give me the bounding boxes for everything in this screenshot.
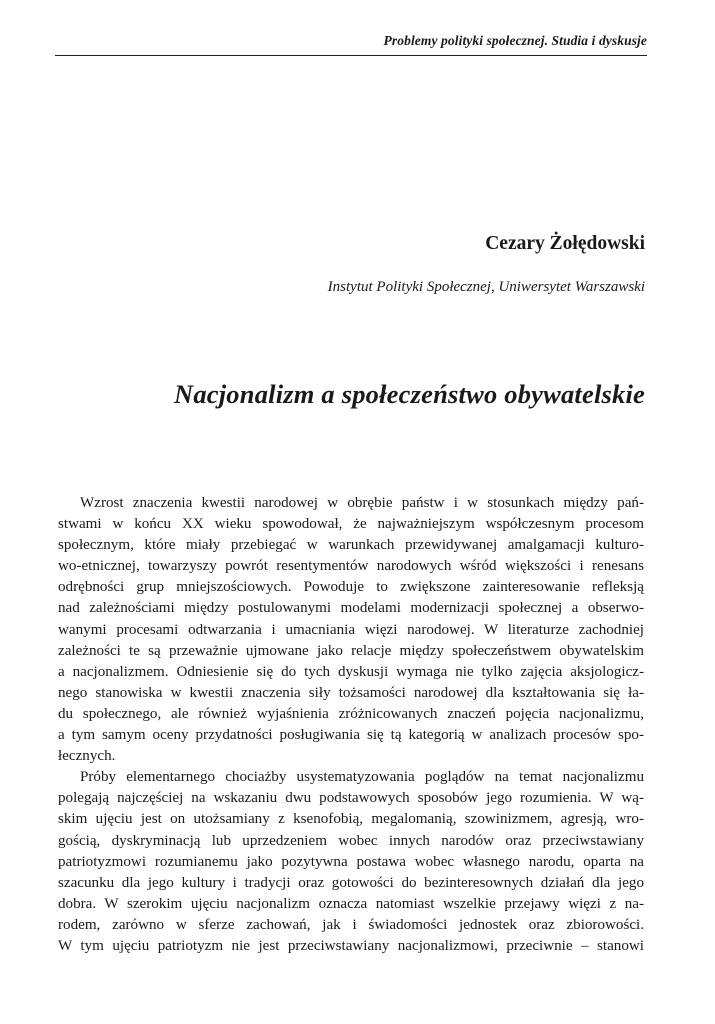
body-line: nad zależnościami między postulowanymi modelami modernizacji społecznej a obserwo- [58, 600, 644, 617]
body-line: wanymi procesami odtwarzania i umacniania więzi narodowej. W literaturze zachodniej [58, 621, 644, 638]
body-line: rodem, zarówno w sferze zachowań, jak i świadomości jednostek oraz zbiorowości. [58, 916, 644, 933]
body-line: gością, dyskryminacją lub uprzedzeniem wobec innych narodów oraz przeciwstawiany [58, 832, 644, 849]
body-line: polegają najczęściej na wskazaniu dwu podstawowych sposobów jego rozumienia. W wą- [58, 790, 644, 807]
body-line: odrębności grup mniejszościowych. Powoduje to zwiększone zainteresowanie refleksją [58, 579, 644, 596]
article-body [58, 493, 644, 957]
body-line: dobra. W szerokim ujęciu nacjonalizm oznacza natomiast wszelkie przejawy więzi z na- [58, 895, 644, 912]
author-affiliation: Instytut Polityki Społecznej, Uniwersytet Warszawski [327, 279, 645, 295]
body-line: szacunku dla jego kultury i tradycji oraz gotowości do bezinteresownych działań dla jego [58, 874, 644, 891]
body-line: Wzrost znaczenia kwestii narodowej w obrębie państw i w stosunkach między pań- [80, 495, 644, 511]
body-line: W tym ujęciu patriotyzm nie jest przeciwstawiany nacjonalizmowi, przeciwnie – stanowi [58, 937, 644, 954]
article-title: Nacjonalizm a społeczeństwo obywatelskie [174, 379, 645, 409]
body-line: wo-etnicznej, towarzyszy powrót resentymentów narodowych wśród większości i renesans [58, 558, 644, 575]
body-line: Próby elementarnego chociażby usystematyzowania poglądów na temat nacjonalizmu [80, 769, 644, 786]
header-rule [55, 55, 647, 56]
body-line: łecznych. [58, 748, 116, 765]
body-line: skim ujęciu jest on utożsamiany z ksenofobią, megalomanią, szowinizmem, agresją, wro- [58, 811, 644, 828]
body-line: zależności te są przeważnie ujmowane jako relacje między społeczeństwem obywatelskim [58, 642, 644, 659]
running-head: Problemy polityki społecznej. Studia i dyskusje [383, 33, 647, 48]
body-line: patriotyzmowi rozumianemu jako pozytywna postawa wobec własnego narodu, oparta na [58, 853, 644, 870]
body-line: społecznym, które miały przebiegać w warunkach przewidywanej amalgamacji kulturo- [58, 537, 644, 554]
body-line: a nacjonalizmem. Odniesienie się do tych dyskusji wymaga nie tylko zajęcia aksjologicz- [58, 663, 644, 680]
author-name: Cezary Żołędowski [485, 233, 645, 254]
body-line: du społecznego, ale również wyjaśnienia zróżnicowanych znaczeń pojęcia nacjonalizmu, [58, 705, 644, 722]
body-line: nego stanowiska w kwestii znaczenia siły tożsamości narodowej dla kształtowania się ła- [58, 684, 644, 701]
body-line: stwami w końcu XX wieku spowodował, że najważniejszym współczesnym procesom [58, 516, 644, 533]
body-line: a tym samym oceny przydatności posługiwania się tą kategorią w analizach procesów spo- [58, 727, 644, 744]
